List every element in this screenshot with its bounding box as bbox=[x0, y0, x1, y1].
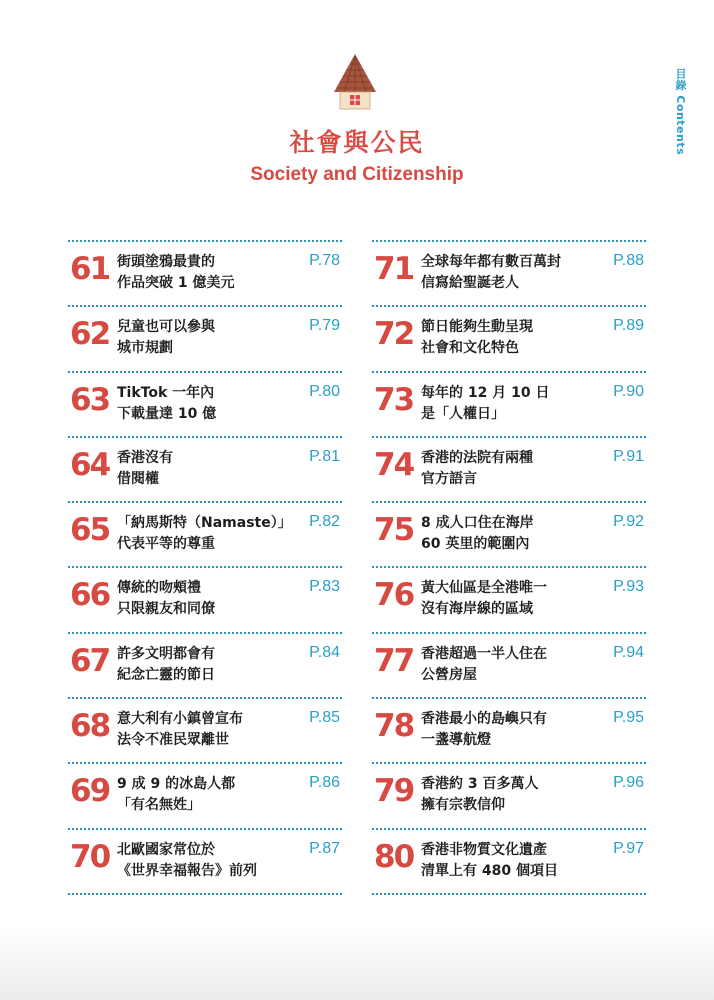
bottom-shadow bbox=[0, 930, 714, 1000]
entry-page-number: P.82 bbox=[309, 513, 340, 531]
entry-page-number: P.86 bbox=[309, 774, 340, 792]
toc-entry[interactable] bbox=[68, 307, 342, 370]
entry-page-number: P.97 bbox=[613, 839, 644, 857]
entry-page-number: P.95 bbox=[613, 709, 644, 727]
entry-title bbox=[117, 644, 297, 686]
entry-title-line1: 香港的法院有兩種 bbox=[421, 449, 533, 466]
toc-entry[interactable] bbox=[372, 764, 646, 827]
entry-page-number: P.84 bbox=[309, 643, 340, 661]
entry-title-line2: 清單上有 480 個項目 bbox=[421, 862, 558, 879]
toc-entry[interactable] bbox=[372, 634, 646, 697]
entry-number: 79 bbox=[374, 773, 414, 810]
entry-number: 66 bbox=[70, 577, 110, 614]
entry-title-line1: 許多文明都會有 bbox=[117, 645, 215, 662]
toc-entry[interactable] bbox=[372, 699, 646, 762]
toc-entry[interactable] bbox=[372, 438, 646, 501]
entry-title bbox=[421, 252, 601, 294]
entry-number: 78 bbox=[374, 708, 414, 745]
entry-title-line1: 香港超過一半人住在 bbox=[421, 645, 547, 662]
entry-title-line1: 節日能夠生動呈現 bbox=[421, 319, 533, 336]
entry-title-line1: 全球每年都有數百萬封 bbox=[421, 254, 561, 270]
toc-entry[interactable] bbox=[372, 830, 646, 893]
entry-title-line2: 社會和文化特色 bbox=[421, 340, 519, 357]
toc-entry[interactable] bbox=[68, 699, 342, 762]
contents-column-left bbox=[68, 240, 342, 895]
entry-number: 71 bbox=[374, 251, 414, 287]
entry-title-line2: 60 英里的範圍內 bbox=[421, 536, 530, 553]
entry-title bbox=[117, 578, 297, 620]
entry-title-line1: 香港沒有 bbox=[117, 449, 173, 466]
entry-number: 62 bbox=[70, 316, 110, 353]
entry-title-line1: 北歐國家常位於 bbox=[117, 841, 215, 858]
entry-title bbox=[117, 774, 297, 816]
entry-number: 67 bbox=[70, 642, 110, 679]
entry-title-line2: 擁有宗教信仰 bbox=[421, 797, 505, 814]
entry-number: 76 bbox=[374, 577, 414, 614]
entry-title-line1: 「納馬斯特（Namaste）」 bbox=[117, 515, 292, 532]
entry-title bbox=[117, 383, 297, 425]
toc-entry[interactable] bbox=[372, 242, 646, 305]
entry-title-line1: 街頭塗鴉最貴的 bbox=[117, 254, 215, 270]
entry-title bbox=[117, 448, 297, 490]
entry-title-line1: 香港最小的島嶼只有 bbox=[421, 711, 547, 728]
entry-title bbox=[421, 709, 601, 751]
entry-page-number: P.79 bbox=[309, 317, 340, 335]
entry-title bbox=[421, 644, 601, 686]
dotted-divider bbox=[372, 893, 646, 895]
page-subtitle: Society and Citizenship bbox=[250, 164, 464, 185]
entry-title-line1: 香港約 3 百多萬人 bbox=[421, 776, 539, 793]
entry-title-line1: 9 成 9 的冰島人都 bbox=[117, 776, 236, 793]
side-tab-contents: 目錄 Contents bbox=[674, 68, 687, 156]
entry-title-line2: 紀念亡靈的節日 bbox=[117, 666, 215, 683]
entry-page-number: P.91 bbox=[613, 447, 644, 465]
entry-title-line1: 傳統的吻頰禮 bbox=[117, 580, 201, 597]
entry-page-number: P.93 bbox=[613, 578, 644, 596]
entry-title-line1: 香港非物質文化遺產 bbox=[421, 841, 547, 858]
entry-page-number: P.89 bbox=[613, 317, 644, 335]
entry-title-line2: 公營房屋 bbox=[421, 666, 477, 683]
entry-title bbox=[421, 513, 601, 555]
entry-title-line1: 兒童也可以參與 bbox=[117, 319, 215, 336]
entry-title-line2: 代表平等的尊重 bbox=[117, 536, 215, 553]
entry-title-line1: 8 成人口住在海岸 bbox=[421, 515, 534, 532]
entry-number: 72 bbox=[374, 316, 414, 353]
entry-title bbox=[117, 513, 297, 555]
entry-page-number: P.87 bbox=[309, 839, 340, 857]
toc-entry[interactable] bbox=[372, 373, 646, 436]
toc-entry[interactable] bbox=[68, 568, 342, 631]
entry-number: 64 bbox=[70, 446, 110, 483]
house-icon bbox=[330, 52, 380, 110]
entry-title bbox=[117, 252, 297, 294]
entry-title bbox=[421, 578, 601, 620]
dotted-divider bbox=[68, 893, 342, 895]
toc-entry[interactable] bbox=[68, 242, 342, 305]
entry-page-number: P.92 bbox=[613, 513, 644, 531]
entry-title bbox=[421, 840, 601, 882]
entry-page-number: P.90 bbox=[613, 382, 644, 400]
entry-title bbox=[117, 840, 297, 882]
entry-title-line2: 一盞導航燈 bbox=[421, 732, 491, 749]
entry-title-line2: 是「人權日」 bbox=[421, 405, 505, 422]
entry-title-line2: 官方語言 bbox=[421, 470, 477, 487]
entry-number: 69 bbox=[70, 773, 110, 810]
toc-entry[interactable] bbox=[68, 830, 342, 893]
toc-entry[interactable] bbox=[372, 568, 646, 631]
entry-page-number: P.85 bbox=[309, 709, 340, 727]
entry-title-line2: 信寫給聖誕老人 bbox=[421, 275, 519, 291]
entry-number: 73 bbox=[374, 381, 414, 418]
entry-title bbox=[117, 317, 297, 359]
entry-page-number: P.94 bbox=[613, 643, 644, 661]
entry-title-line1: 每年的 12 月 10 日 bbox=[421, 384, 550, 401]
entry-number: 65 bbox=[70, 512, 110, 549]
toc-entry[interactable] bbox=[372, 503, 646, 566]
entry-title-line1: 黃大仙區是全港唯一 bbox=[421, 580, 547, 597]
entry-title bbox=[421, 317, 601, 359]
entry-title-line2: 《世界幸福報告》前列 bbox=[117, 862, 257, 879]
toc-entry[interactable] bbox=[372, 307, 646, 370]
entry-title bbox=[421, 383, 601, 425]
entry-title-line2: 只限親友和同僚 bbox=[117, 601, 215, 618]
entry-number: 75 bbox=[374, 512, 414, 549]
entry-title bbox=[421, 774, 601, 816]
toc-entry[interactable] bbox=[68, 438, 342, 501]
toc-entry[interactable] bbox=[68, 764, 342, 827]
entry-title-line2: 作品突破 1 億美元 bbox=[117, 275, 235, 291]
entry-number: 61 bbox=[70, 251, 110, 287]
entry-title-line2: 「有名無姓」 bbox=[117, 797, 201, 814]
entry-title bbox=[421, 448, 601, 490]
entry-number: 68 bbox=[70, 708, 110, 745]
entry-title-line2: 借閱權 bbox=[117, 470, 159, 487]
entry-title-line2: 法令不准民眾離世 bbox=[117, 732, 229, 749]
entry-number: 77 bbox=[374, 642, 414, 679]
entry-page-number: P.80 bbox=[309, 382, 340, 400]
entry-page-number: P.96 bbox=[613, 774, 644, 792]
entry-title bbox=[117, 709, 297, 751]
entry-number: 70 bbox=[70, 838, 110, 875]
entry-title-line1: 意大利有小鎮曾宣布 bbox=[117, 711, 243, 728]
contents-column-right bbox=[372, 240, 646, 895]
entry-number: 80 bbox=[374, 838, 414, 875]
entry-page-number: P.83 bbox=[309, 578, 340, 596]
toc-entry[interactable] bbox=[68, 503, 342, 566]
entry-number: 74 bbox=[374, 446, 414, 483]
page-title: 社會與公民 bbox=[289, 128, 425, 157]
entry-page-number: P.88 bbox=[613, 252, 644, 269]
entry-page-number: P.78 bbox=[309, 252, 340, 269]
entry-title-line2: 城市規劃 bbox=[117, 340, 173, 357]
toc-entry[interactable] bbox=[68, 373, 342, 436]
entry-page-number: P.81 bbox=[309, 447, 340, 465]
entry-title-line2: 沒有海岸線的區域 bbox=[421, 601, 533, 618]
entry-title-line2: 下載量達 10 億 bbox=[117, 405, 217, 422]
entry-number: 63 bbox=[70, 381, 110, 418]
entry-title-line1: TikTok 一年內 bbox=[117, 384, 215, 401]
toc-entry[interactable] bbox=[68, 634, 342, 697]
